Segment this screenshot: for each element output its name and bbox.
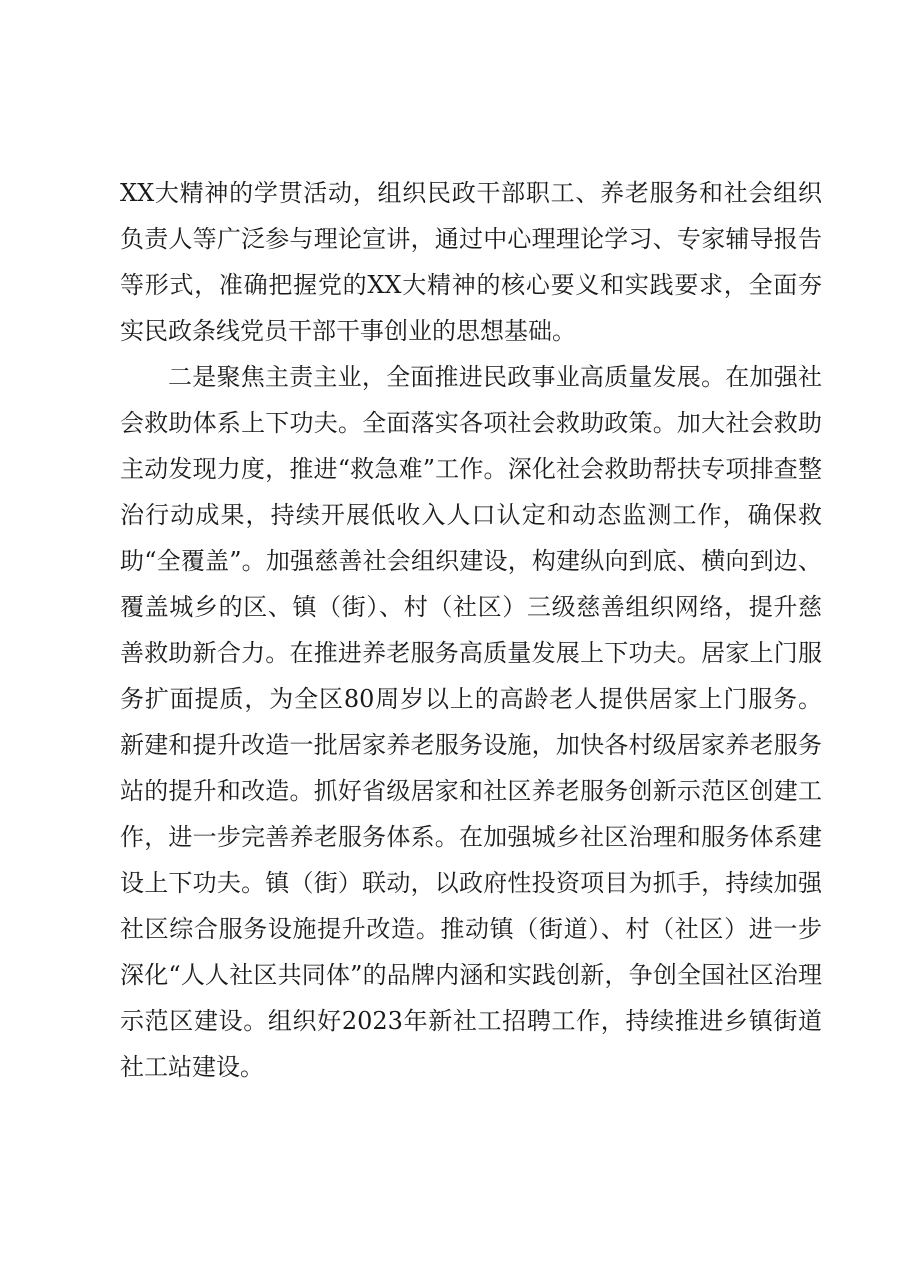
paragraph-2: 二是聚焦主责主业，全面推进民政事业高质量发展。在加强社会救助体系上下功夫。全面落实各项社会救助政策。加大社会救助主动发现力度，推进“救急难”工作。深化社会救助帮扶专项排查整治行动成果，持续开展低收入人口认定和动态监测工作，确保救助“全覆盖”。加强慈善社会组织建设，构建纵向到底、横向到边、覆盖城乡的区、镇（街）、村（社区）三级慈善组织网络，提升慈善救助新合力。在推进养老服务高质量发展上下功夫。居家上门服务扩面提质，为全区80周岁以上的高龄老人提供居家上门服务。新建和提升改造一批居家养老服务设施，加快各村级居家养老服务站的提升和改造。抓好省级居家和社区养老服务创新示范区创建工作，进一步完善养老服务体系。在加强城乡社区治理和服务体系建设上下功夫。镇（街）联动，以政府性投资项目为抓手，持续加强社区综合服务设施提升改造。推动镇（街道）、村（社区）进一步深化“人人社区共同体”的品牌内涵和实践创新，争创全国社区治理示范区建设。组织好2023年新社工招聘工作，持续推进乡镇街道社工站建设。 <box>120 363 822 1081</box>
paragraph-1: XX大精神的学贯活动，组织民政干部职工、养老服务和社会组织负责人等广泛参与理论宣讲，通过中心理理论学习、专家辅导报告等形式，准确把握党的XX大精神的核心要义和实践要求，全面夯实民政条线党员干部干事创业的思想基础。 <box>120 179 822 345</box>
body-text <box>120 170 822 1090</box>
